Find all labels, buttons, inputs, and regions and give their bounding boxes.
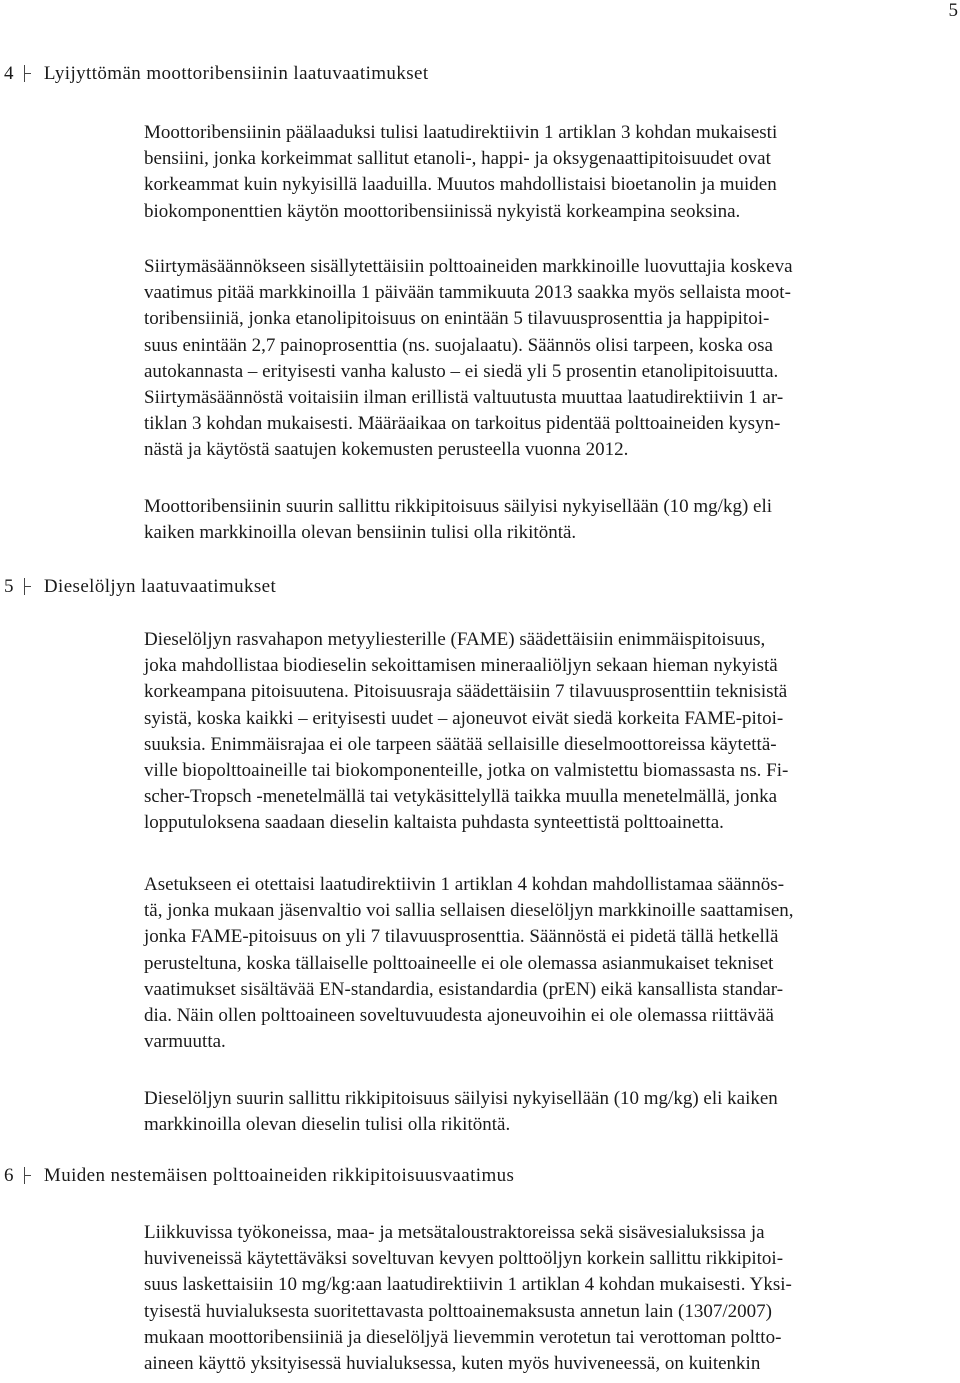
text-line: syistä, koska kaikki – erityisesti uudet – ajoneuvot eivät siedä korkeita FAME-pitoi- bbox=[144, 707, 784, 729]
text-line: joka mahdollistaa biodieselin sekoittamisen mineraaliöljyn sekaan hieman nykyistä bbox=[144, 655, 778, 677]
text-line: perusteltuna, koska tällaiselle polttoaineelle ei ole olemassa asianmukaiset tekniset bbox=[144, 952, 774, 974]
text-line: lopputuloksena saadaan dieselin kaltaista puhdasta synteettistä polttoainetta. bbox=[144, 812, 724, 834]
text-line: markkinoilla olevan dieselin tulisi olla rikitöntä. bbox=[144, 1114, 511, 1136]
text-line: suus laskettaisiin 10 mg/kg:aan laatudirektiivin 1 artiklan 4 kohdan mukaisesti. Yksi- bbox=[144, 1274, 792, 1296]
text-line: Asetukseen ei otettaisi laatudirektiivin 1 artiklan 4 kohdan mahdollistamaa säännös- bbox=[144, 874, 785, 895]
text-line: nästä ja käytöstä saatujen kokemusten perusteella vuonna 2012. bbox=[144, 439, 629, 461]
text-line: bensiini, jonka korkeimmat sallitut etanoli-, happi- ja oksygenaattipitoisuudet ovat bbox=[144, 148, 771, 170]
text-line: suus enintään 2,7 painoprosenttia (ns. suojalaatu). Säännös olisi tarpeen, koska osa bbox=[144, 334, 773, 356]
text-line: Liikkuvissa työkoneissa, maa- ja metsätaloustraktoreissa sekä sisävesialuksissa ja bbox=[144, 1222, 765, 1243]
section-number: 5 bbox=[4, 576, 14, 597]
text-line: korkeammat kuin nykyisillä laaduilla. Muutos mahdollistaisi bioetanolin ja muiden bbox=[144, 174, 777, 196]
text-line: kaiken markkinoilla olevan bensiinin tulisi olla rikitöntä. bbox=[144, 522, 577, 544]
text-line: tyisestä huvialuksesta suoritettavasta polttoainemaksusta annetun lain (1307/2007) bbox=[144, 1300, 772, 1322]
paragraph-6-1 bbox=[144, 1220, 956, 1377]
text-line: dia. Näin ollen polttoaineen soveltuvuudesta ajoneuvoihin ei ole olemassa riittävää bbox=[144, 1005, 774, 1027]
text-line: biokomponenttien käytön moottoribensiinissä nykyistä korkeampina seoksina. bbox=[144, 200, 741, 222]
section-heading-6 bbox=[4, 1165, 514, 1187]
text-line: suuksia. Enimmäisrajaa ei ole tarpeen säätää sellaisille dieselmoottoreissa käytettä- bbox=[144, 733, 777, 755]
section-title: Dieselöljyn laatuvaatimukset bbox=[43, 576, 277, 597]
text-line: vaatimus pitää markkinoilla 1 päivään tammikuuta 2013 saakka myös sellaista moot- bbox=[144, 282, 791, 304]
text-line: korkeampana pitoisuutena. Pitoisuusraja säädettäisiin 7 tilavuusprosenttiin teknisistä bbox=[144, 681, 788, 703]
text-line: Siirtymäsäännökseen sisällytettäisiin polttoaineiden markkinoille luovuttajia koskeva bbox=[144, 256, 793, 277]
text-line: tiklan 3 kohdan mukaisesti. Määräaikaa on tarkoitus pidentää polttoaineiden kysyn- bbox=[144, 413, 781, 435]
paragraph-4-2 bbox=[144, 254, 956, 464]
text-line: tä, jonka mukaan jäsenvaltio voi sallia sellaisen dieselöljyn markkinoille saattamisen, bbox=[144, 900, 794, 922]
tab-arrow-icon bbox=[24, 578, 32, 594]
text-line: mukaan moottoribensiiniä ja dieselöljyä lievemmin verotetun tai verottoman poltto- bbox=[144, 1326, 782, 1348]
text-line: Siirtymäsäännöstä voitaisiin ilman erillistä valtuutusta muuttaa laatudirektiivin 1 ar- bbox=[144, 387, 784, 409]
paragraph-5-1 bbox=[144, 627, 956, 837]
text-line: Dieselöljyn suurin sallittu rikkipitoisuus säilyisi nykyisellään (10 mg/kg) eli kaiken bbox=[144, 1088, 778, 1109]
text-line: scher-Tropsch -menetelmällä tai vetykäsittelyllä taikka muulla menetelmällä, jonka bbox=[144, 786, 778, 808]
text-line: autokannasta – erityisesti vanha kalusto – ei siedä yli 5 prosentin etanolipitoisuutta. bbox=[144, 360, 779, 382]
paragraph-4-3 bbox=[144, 494, 956, 546]
tab-arrow-icon bbox=[24, 65, 32, 81]
page-number: 5 bbox=[948, 0, 958, 21]
paragraph-4-1 bbox=[144, 120, 956, 225]
text-line: Moottoribensiinin suurin sallittu rikkipitoisuus säilyisi nykyisellään (10 mg/kg) eli bbox=[144, 496, 773, 517]
text-line: jonka FAME-pitoisuus on yli 7 tilavuusprosenttia. Säännöstä ei pidetä tällä hetkellä bbox=[144, 926, 779, 948]
paragraph-5-3 bbox=[144, 1086, 956, 1138]
text-line: ville biopolttoaineille tai biokomponenteille, jotka on valmistettu biomassasta ns. Fi- bbox=[144, 760, 789, 782]
section-title: Muiden nestemäisen polttoaineiden rikkipitoisuusvaatimus bbox=[43, 1165, 515, 1186]
section-heading-5 bbox=[4, 576, 276, 598]
text-line: aineen käyttö yksityisessä huvialuksessa, kuten myös huviveneessä, on kuitenkin bbox=[144, 1353, 761, 1375]
text-line: huviveneissä käytettäväksi soveltuvan kevyen polttoöljyn korkein sallittu rikkipitoi- bbox=[144, 1248, 784, 1270]
text-line: varmuutta. bbox=[144, 1031, 226, 1053]
tab-arrow-icon bbox=[24, 1167, 32, 1183]
text-line: vaatimukset sisältävää EN-standardia, esistandardia (prEN) eikä kansallista standar- bbox=[144, 978, 784, 1000]
text-line: Dieselöljyn rasvahapon metyyliesterille (FAME) säädettäisiin enimmäispitoisuus, bbox=[144, 629, 766, 650]
section-number: 4 bbox=[4, 63, 14, 84]
text-line: toribensiiniä, jonka etanolipitoisuus on enintään 5 tilavuusprosenttia ja happipitoi- bbox=[144, 308, 770, 330]
section-number: 6 bbox=[4, 1165, 14, 1186]
section-title: Lyijyttömän moottoribensiinin laatuvaatimukset bbox=[43, 63, 429, 84]
text-line: Moottoribensiinin päälaaduksi tulisi laatudirektiivin 1 artiklan 3 kohdan mukaisesti bbox=[144, 122, 778, 143]
paragraph-5-2 bbox=[144, 872, 956, 1055]
section-heading-4 bbox=[4, 63, 429, 85]
